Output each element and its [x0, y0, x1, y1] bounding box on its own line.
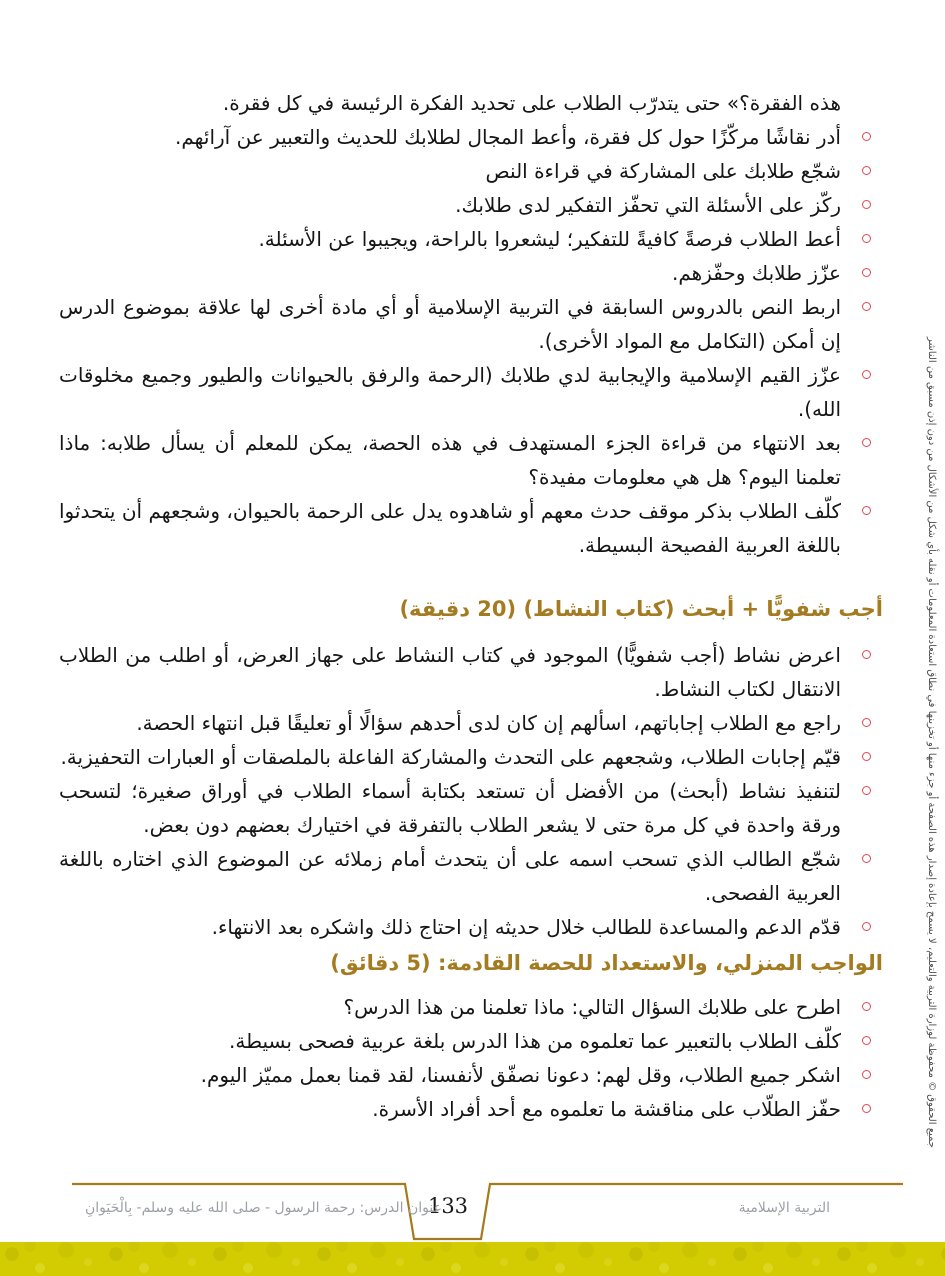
- bullet-text: شجّع طلابك على المشاركة في قراءة النص: [485, 159, 841, 183]
- bullet-circle-icon: [862, 268, 871, 277]
- bullet-text: كلّف الطلاب بالتعبير عما تعلموه من هذا الدرس بلغة عربية فصحى بسيطة.: [229, 1029, 841, 1053]
- bullet-text: اشكر جميع الطلاب، وقل لهم: دعونا نصفّق لأنفسنا، لقد قمنا بعمل مميّز اليوم.: [200, 1063, 841, 1087]
- bullet-text: بعد الانتهاء من قراءة الجزء المستهدف في هذه الحصة، يمكن للمعلم أن يسأل طلابه: ماذا تعلمنا اليوم؟ هل هي معلومات مفيدة؟: [59, 431, 841, 489]
- bullet-item: [59, 290, 883, 358]
- bullet-circle-icon: [862, 1104, 871, 1113]
- bullet-text: قدّم الدعم والمساعدة للطالب خلال حديثه إن احتاج ذلك واشكره بعد الانتهاء.: [211, 915, 841, 939]
- bullet-circle-icon: [862, 200, 871, 209]
- page-number: 133: [427, 1194, 469, 1218]
- lesson-guide-content: [59, 86, 883, 1126]
- bullet-circle-icon: [862, 302, 871, 311]
- bullet-circle-icon: [862, 752, 871, 761]
- footer-subject-label: التربية الإسلامية: [738, 1200, 830, 1216]
- bullet-text: حفّز الطلّاب على مناقشة ما تعلموه مع أحد أفراد الأسرة.: [372, 1097, 841, 1121]
- bullet-text: عزّز طلابك وحفّزهم.: [671, 261, 841, 285]
- bullet-circle-icon: [862, 234, 871, 243]
- bullet-item: [59, 358, 883, 426]
- section-reading-guidance: [59, 120, 883, 562]
- bullet-item: [59, 910, 883, 944]
- bullet-circle-icon: [862, 1036, 871, 1045]
- bullet-text: ركّز على الأسئلة التي تحفّز التفكير لدى طلابك.: [455, 193, 841, 217]
- bullet-circle-icon: [862, 854, 871, 863]
- bullet-circle-icon: [862, 438, 871, 447]
- bullet-text: أعط الطلاب فرصةً كافيةً للتفكير؛ ليشعروا بالراحة، ويجيبوا عن الأسئلة.: [258, 227, 841, 251]
- bullet-item: [59, 774, 883, 842]
- bullet-text: شجّع الطالب الذي تسحب اسمه على أن يتحدث أمام زملائه عن الموضوع الذي اختاره باللغة العربية الفصحى.: [59, 847, 841, 905]
- bullet-circle-icon: [862, 506, 871, 515]
- section-homework: [59, 948, 883, 1126]
- bullet-item: [59, 120, 883, 154]
- continuation-text: هذه الفقرة؟» حتى يتدرّب الطلاب على تحديد الفكرة الرئيسة في كل فقرة.: [222, 91, 841, 115]
- bullet-list: [59, 990, 883, 1126]
- bullet-circle-icon: [862, 132, 871, 141]
- bullet-list: [59, 638, 883, 944]
- bullet-text: اطرح على طلابك السؤال التالي: ماذا تعلمنا من هذا الدرس؟: [343, 995, 841, 1019]
- bullet-text: اربط النص بالدروس السابقة في التربية الإسلامية أو أي مادة أخرى لها علاقة بموضوع الدرس إن أمكن (التكامل مع المواد الأخرى).: [59, 295, 841, 353]
- bullet-circle-icon: [862, 370, 871, 379]
- bullet-item: [59, 706, 883, 740]
- bullet-item: [59, 222, 883, 256]
- copyright-vertical-text: جميع الحقوق © محفوظة لوزارة التربية والتعليم، لا يسمح بإعادة إصدار هذه الصفحة أو جزء منها أو تخزينها في نطاق استعادة المعلومات أو نقله بأي شكل من الأشكال من دون إذن مسبق من الناشر: [926, 336, 937, 1148]
- bullet-item: [59, 1024, 883, 1058]
- section-heading-activity: أجب شفويًّا + أبحث (كتاب النشاط) (20 دقيقة): [399, 597, 883, 621]
- bullet-circle-icon: [862, 922, 871, 931]
- bullet-item: [59, 638, 883, 706]
- bullet-text: راجع مع الطلاب إجاباتهم، اسألهم إن كان لدى أحدهم سؤالًا أو تعليقًا قبل انتهاء الحصة.: [136, 711, 841, 735]
- bullet-item: [59, 256, 883, 290]
- bullet-item: [59, 740, 883, 774]
- bullet-text: كلّف الطلاب بذكر موقف حدث معهم أو شاهدوه يدل على الرحمة بالحيوان، وشجعهم أن يتحدثوا باللغة العربية الفصيحة البسيطة.: [59, 499, 841, 557]
- bullet-item: [59, 990, 883, 1024]
- bullet-circle-icon: [862, 1002, 871, 1011]
- bullet-text: عزّز القيم الإسلامية والإيجابية لدي طلابك (الرحمة والرفق بالحيوانات والطيور وجميع مخلوقات الله).: [59, 363, 841, 421]
- section-answer-orally-activity: [59, 594, 883, 944]
- footer-lesson-title: عنوان الدرس: رحمة الرسول - صلى الله عليه وسلم- بِالْحَيَوانِ: [85, 1200, 442, 1216]
- copyright-strip: [915, 0, 945, 1276]
- bullet-text: أدر نقاشًا مركّزًا حول كل فقرة، وأعط المجال لطلابك للحديث والتعبير عن آرائهم.: [175, 125, 841, 149]
- bullet-circle-icon: [862, 786, 871, 795]
- ornamental-bottom-band: [0, 1242, 945, 1276]
- bullet-item: [59, 188, 883, 222]
- section-heading-homework: الواجب المنزلي، والاستعداد للحصة القادمة: (5 دقائق): [330, 951, 883, 975]
- bullet-text: اعرض نشاط (أجب شفويًّا) الموجود في كتاب النشاط على جهاز العرض، أو اطلب من الطلاب الانتقال لكتاب النشاط.: [59, 643, 841, 701]
- bullet-item: [59, 1092, 883, 1126]
- bullet-item: [59, 494, 883, 562]
- bullet-circle-icon: [862, 166, 871, 175]
- bullet-list: [59, 120, 883, 562]
- bullet-item: [59, 154, 883, 188]
- bullet-text: قيّم إجابات الطلاب، وشجعهم على التحدث والمشاركة الفاعلة بالملصقات أو العبارات التحفيزية.: [60, 745, 841, 769]
- bullet-item: [59, 426, 883, 494]
- bullet-circle-icon: [862, 718, 871, 727]
- bullet-text: لتنفيذ نشاط (أبحث) من الأفضل أن تستعد بكتابة أسماء الطلاب في أوراق صغيرة؛ لتسحب ورقة واحدة في كل مرة حتى لا يشعر الطلاب بالتفرقة في اختيارك بعضهم دون بعض.: [59, 779, 841, 837]
- bullet-circle-icon: [862, 650, 871, 659]
- bullet-item: [59, 842, 883, 910]
- bullet-item: [59, 1058, 883, 1092]
- bullet-circle-icon: [862, 1070, 871, 1079]
